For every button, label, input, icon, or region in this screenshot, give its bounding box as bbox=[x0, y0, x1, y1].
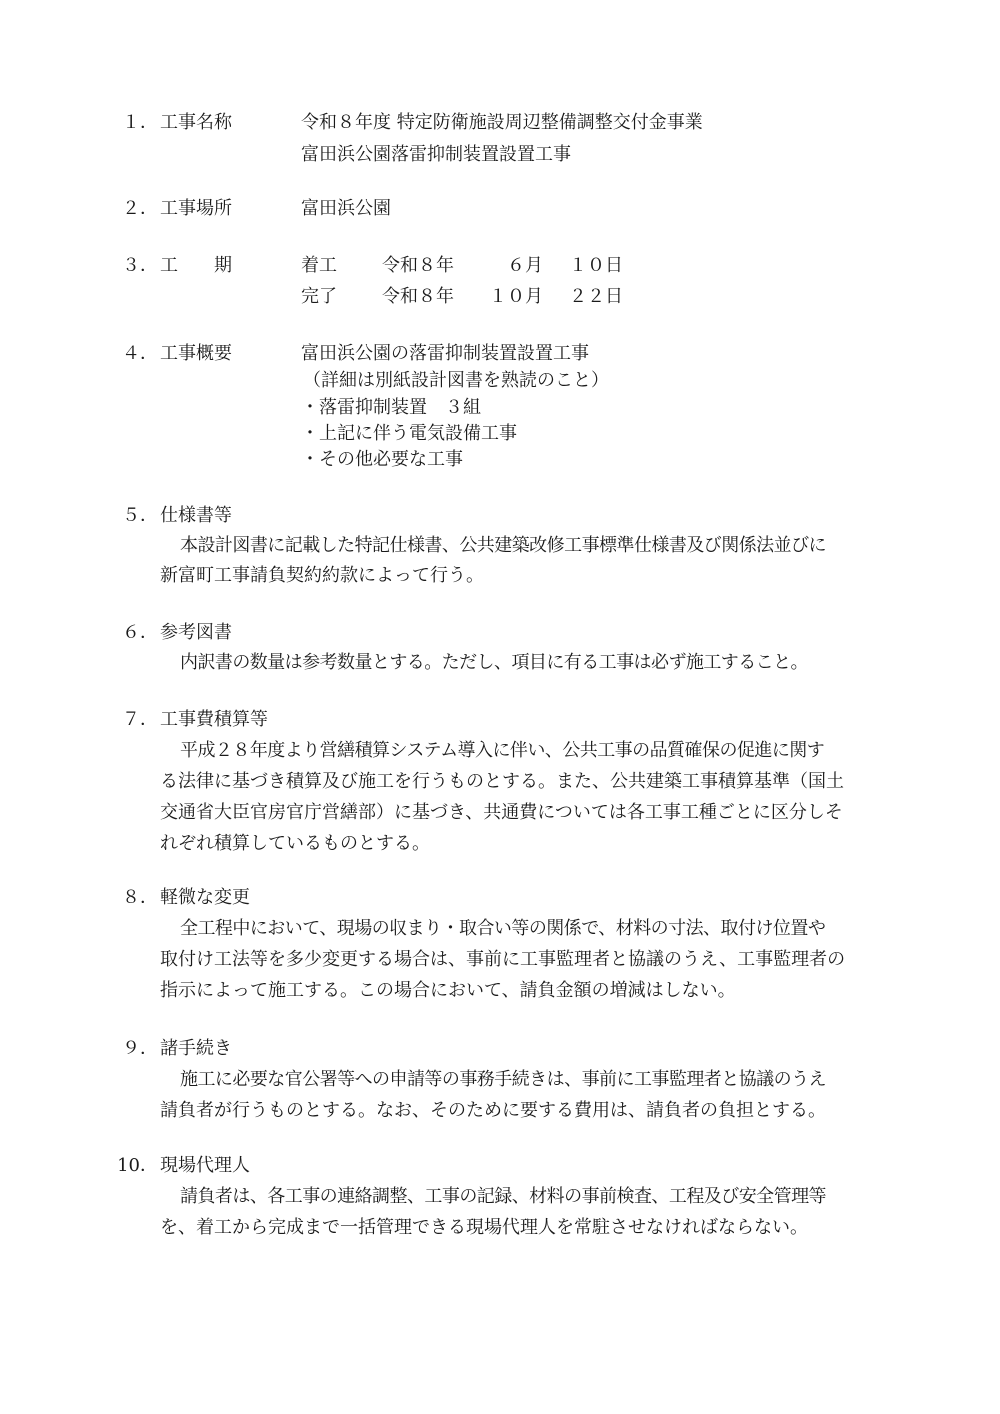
period-end-label: 完了 bbox=[301, 286, 337, 307]
section-heading: 工事場所 bbox=[160, 198, 232, 219]
section-number: ８． bbox=[122, 887, 158, 908]
section-number: ５． bbox=[122, 505, 158, 526]
paragraph-line: 指示によって施工する。この場合において、請負金額の増減はしない。 bbox=[160, 980, 736, 1001]
section-number: ９． bbox=[122, 1038, 158, 1059]
paragraph-line: 請負者が行うものとする。なお、そのために要する費用は、請負者の負担とする。 bbox=[160, 1100, 826, 1121]
period-start-year: 令和８年 bbox=[382, 255, 454, 276]
period-start-label: 着工 bbox=[301, 255, 337, 276]
overview-line-2: （詳細は別紙設計図書を熟読のこと） bbox=[303, 370, 609, 391]
period-end-year: 令和８年 bbox=[382, 286, 454, 307]
section-heading: 工事名称 bbox=[160, 112, 232, 133]
paragraph-line: 内訳書の数量は参考数量とする。ただし、項目に有る工事は必ず施工すること。 bbox=[180, 652, 808, 673]
section-heading: 工事費積算等 bbox=[160, 709, 268, 730]
section-number: ６． bbox=[122, 622, 158, 643]
paragraph-line: 施工に必要な官公署等への申請等の事務手続きは、事前に工事監理者と協議のうえ bbox=[180, 1069, 826, 1090]
section-number: ７． bbox=[122, 709, 158, 730]
section-number: ２． bbox=[122, 198, 158, 219]
paragraph-line: 本設計図書に記載した特記仕様書、公共建築改修工事標準仕様書及び関係法並びに bbox=[180, 535, 826, 556]
project-name-line-2: 富田浜公園落雷抑制装置設置工事 bbox=[301, 144, 571, 165]
project-location-value: 富田浜公園 bbox=[301, 198, 391, 219]
section-heading: 諸手続き bbox=[160, 1038, 232, 1059]
paragraph-line: る法律に基づき積算及び施工を行うものとする。また、公共建築工事積算基準（国土 bbox=[160, 771, 844, 792]
paragraph-line: 請負者は、各工事の連絡調整、工事の記録、材料の事前検査、工程及び安全管理等 bbox=[180, 1186, 826, 1207]
overview-line-1: 富田浜公園の落雷抑制装置設置工事 bbox=[301, 343, 589, 364]
project-name-line-1: 令和８年度 特定防衛施設周辺整備調整交付金事業 bbox=[301, 112, 703, 133]
section-number: ３． bbox=[122, 255, 158, 276]
section-number: 10． bbox=[117, 1155, 158, 1176]
section-heading: 参考図書 bbox=[160, 622, 232, 643]
overview-bullet-2: ・上記に伴う電気設備工事 bbox=[301, 423, 517, 444]
section-heading: 工事概要 bbox=[160, 343, 232, 364]
paragraph-line: 新富町工事請負契約約款によって行う。 bbox=[160, 565, 484, 586]
overview-bullet-3: ・その他必要な工事 bbox=[301, 449, 463, 470]
paragraph-line: 全工程中において、現場の収まり・取合い等の関係で、材料の寸法、取付け位置や bbox=[180, 918, 826, 939]
paragraph-line: 平成２８年度より営繕積算システム導入に伴い、公共工事の品質確保の促進に関す bbox=[180, 740, 825, 761]
section-heading: 工 期 bbox=[160, 255, 232, 276]
section-number: １． bbox=[122, 112, 158, 133]
period-start-day: １０日 bbox=[569, 255, 623, 276]
section-heading: 仕様書等 bbox=[160, 505, 232, 526]
paragraph-line: 交通省大臣官房官庁営繕部）に基づき、共通費については各工事工種ごとに区分しそ bbox=[160, 802, 843, 823]
period-end-month: １０月 bbox=[489, 286, 543, 307]
section-number: ４． bbox=[122, 343, 158, 364]
paragraph-line: 取付け工法等を多少変更する場合は、事前に工事監理者と協議のうえ、工事監理者の bbox=[160, 949, 846, 970]
period-end-day: ２２日 bbox=[569, 286, 623, 307]
section-heading: 現場代理人 bbox=[160, 1155, 250, 1176]
period-start-month: ６月 bbox=[507, 255, 543, 276]
paragraph-line: れぞれ積算しているものとする。 bbox=[160, 833, 430, 854]
overview-bullet-1: ・落雷抑制装置 ３組 bbox=[301, 397, 481, 418]
paragraph-line: を、着工から完成まで一括管理できる現場代理人を常駐させなければならない。 bbox=[160, 1217, 808, 1238]
section-heading: 軽微な変更 bbox=[160, 887, 250, 908]
